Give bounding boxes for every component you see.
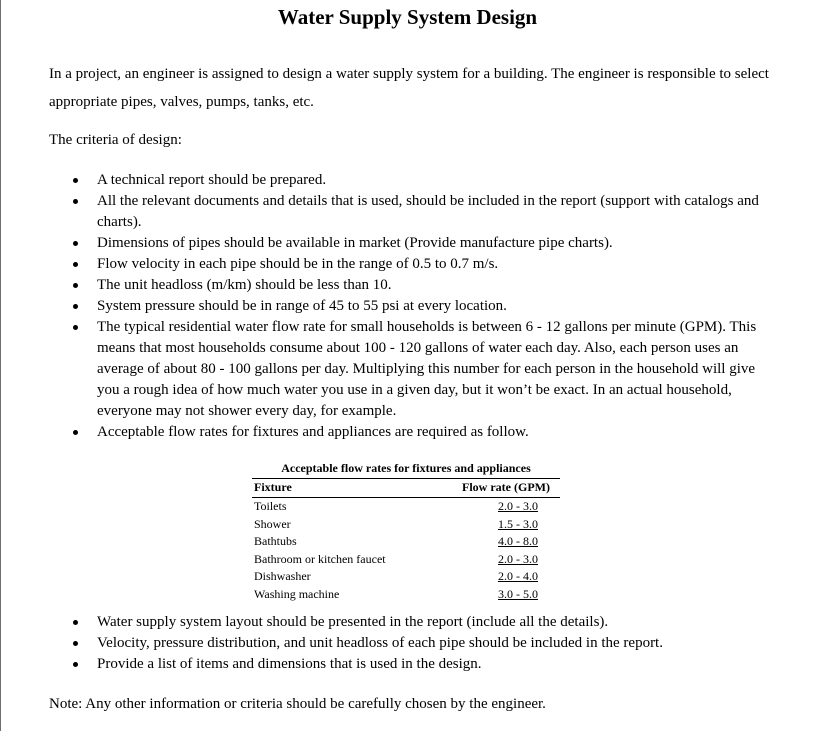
bullet-icon — [73, 430, 78, 435]
list-item: All the relevant documents and details that is used, should be included in the report (support with catalogs and charts). — [0, 191, 800, 233]
fixture-cell: Bathroom or kitchen faucet — [254, 551, 386, 566]
table-row — [252, 586, 560, 604]
criteria-list — [0, 170, 800, 443]
fixture-cell: Shower — [254, 516, 291, 531]
list-item: Acceptable flow rates for fixtures and appliances are required as follow. — [0, 422, 800, 443]
flow-rate-cell: 3.0 - 5.0 — [498, 586, 538, 601]
fixture-cell: Washing machine — [254, 586, 340, 601]
criteria-list-after-table — [0, 612, 800, 675]
flow-rate-table — [252, 460, 560, 604]
fixture-cell: Toilets — [254, 499, 287, 513]
bullet-icon — [73, 283, 78, 288]
bullet-icon — [73, 325, 78, 330]
flow-rate-cell: 2.0 - 3.0 — [498, 551, 538, 566]
table-row — [252, 516, 560, 534]
table-caption: Acceptable flow rates for fixtures and appliances — [252, 460, 560, 479]
table-header-row — [252, 479, 560, 498]
bullet-icon — [73, 662, 78, 667]
flow-rate-cell: 1.5 - 3.0 — [498, 516, 538, 531]
note-paragraph: Note: Any other information or criteria should be carefully chosen by the engineer. — [49, 696, 546, 712]
list-item: Water supply system layout should be presented in the report (include all the details). — [0, 612, 800, 633]
table-row — [252, 568, 560, 586]
bullet-icon — [73, 641, 78, 646]
fixture-cell: Bathtubs — [254, 534, 297, 549]
column-header-fixture: Fixture — [254, 480, 292, 494]
document-title: Water Supply System Design — [277, 5, 538, 29]
fixture-cell: Dishwasher — [254, 569, 311, 584]
list-item: The typical residential water flow rate for small households is between 6 - 12 gallons per minute (GPM). This means that most households consume about 100 - 120 gallons of water each day. Also, each person uses an average of about 80 - 100 gallons per day. Multiplying this number for each person in the household will give you a rough idea of how much water you use in a given day, but it won’t be exact. In an actual household, everyone may not shower every day, for example. — [0, 317, 800, 422]
list-item: Flow velocity in each pipe should be in the range of 0.5 to 0.7 m/s. — [0, 254, 800, 275]
flow-rate-cell: 4.0 - 8.0 — [498, 534, 538, 549]
bullet-icon — [73, 241, 78, 246]
list-item: A technical report should be prepared. — [0, 170, 800, 191]
flow-rate-cell: 2.0 - 3.0 — [498, 499, 538, 513]
intro-paragraph: In a project, an engineer is assigned to design a water supply system for a building. The engineer is responsible to select appropriate pipes, valves, pumps, tanks, etc. — [49, 66, 769, 110]
criteria-heading: The criteria of design: — [49, 132, 182, 148]
list-item: Provide a list of items and dimensions that is used in the design. — [0, 654, 800, 675]
bullet-icon — [73, 262, 78, 267]
flow-rate-cell: 2.0 - 4.0 — [498, 569, 538, 584]
table-row — [252, 498, 560, 516]
list-item: Dimensions of pipes should be available in market (Provide manufacture pipe charts). — [0, 233, 800, 254]
bullet-icon — [73, 304, 78, 309]
table-row — [252, 551, 560, 569]
bullet-icon — [73, 620, 78, 625]
list-item: Velocity, pressure distribution, and unit headloss of each pipe should be included in the report. — [0, 633, 800, 654]
bullet-icon — [73, 178, 78, 183]
bullet-icon — [73, 199, 78, 204]
table-row — [252, 533, 560, 551]
column-header-flow-rate: Flow rate (GPM) — [462, 480, 550, 494]
list-item: The unit headloss (m/km) should be less than 10. — [0, 275, 800, 296]
list-item: System pressure should be in range of 45 to 55 psi at every location. — [0, 296, 800, 317]
